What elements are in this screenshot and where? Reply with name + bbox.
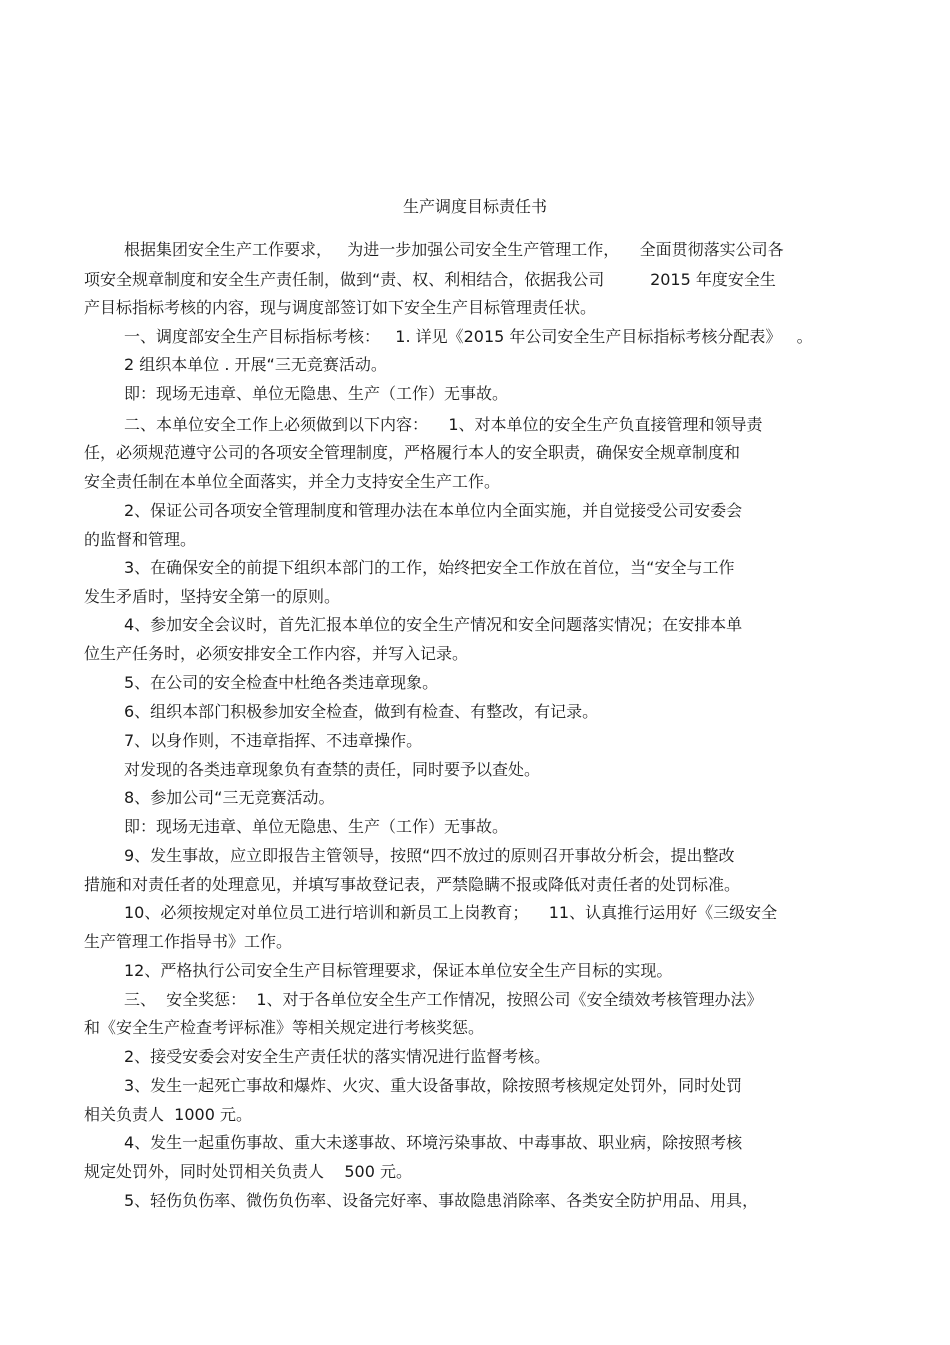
body-line: 安全责任制在本单位全面落实，并全力支持安全生产工作。 bbox=[84, 472, 501, 491]
body-line: 对发现的各类违章现象负有查禁的责任，同时要予以查处。 bbox=[124, 760, 541, 779]
body-line: 2 组织本单位 . 开展“三无竞赛活动。 bbox=[124, 355, 387, 374]
body-line: 7、以身作则，不违章指挥、不违章操作。 bbox=[124, 731, 423, 750]
body-line: 位生产任务时，必须安排安全工作内容，并写入记录。 bbox=[84, 644, 469, 663]
body-line: 5、在公司的安全检查中杜绝各类违章现象。 bbox=[124, 673, 439, 692]
body-line: 12、严格执行公司安全生产目标管理要求，保证本单位安全生产目标的实现。 bbox=[124, 961, 673, 980]
body-line: 5、轻伤负伤率、微伤负伤率、设备完好率、事故隐患消除率、各类安全防护用品、用具， bbox=[124, 1191, 759, 1210]
body-line: 三、 安全奖惩： 1、对于各单位安全生产工作情况，按照公司《安全绩效考核管理办法》 bbox=[124, 990, 763, 1009]
body-line: 和《安全生产检查考评标准》等相关规定进行考核奖惩。 bbox=[84, 1018, 485, 1037]
body-line: 4、发生一起重伤事故、重大未遂事故、环境污染事故、中毒事故、职业病，除按照考核 bbox=[124, 1133, 743, 1152]
body-line: 6、组织本部门积极参加安全检查，做到有检查、有整改，有记录。 bbox=[124, 702, 599, 721]
body-line: 一、调度部安全生产目标指标考核： 1. 详见《2015 年公司安全生产目标指标考核分配表》 。 bbox=[124, 327, 813, 346]
body-line: 3、发生一起死亡事故和爆炸、火灾、重大设备事故，除按照考核规定处罚外，同时处罚 bbox=[124, 1076, 743, 1095]
body-line: 二、本单位安全工作上必须做到以下内容： 1、对本单位的安全生产负直接管理和领导责 bbox=[124, 415, 763, 434]
body-line: 3、在确保安全的前提下组织本部门的工作，始终把安全工作放在首位，当“安全与工作 bbox=[124, 558, 735, 577]
body-line: 10、必须按规定对单位员工进行培训和新员工上岗教育； 11、认真推行运用好《三级安全 bbox=[124, 903, 778, 922]
body-line: 9、发生事故，应立即报告主管领导，按照“四不放过的原则召开事故分析会，提出整改 bbox=[124, 846, 735, 865]
body-line: 发生矛盾时，坚持安全第一的原则。 bbox=[84, 587, 341, 606]
body-line: 根据集团安全生产工作要求， 为进一步加强公司安全生产管理工作， 全面贯彻落实公司各 bbox=[124, 240, 784, 259]
body-line: 项安全规章制度和安全生产责任制，做到“责、权、利相结合，依据我公司 2015 年度安全生 bbox=[84, 270, 776, 289]
body-line: 生产管理工作指导书》工作。 bbox=[84, 932, 293, 951]
body-line: 8、参加公司“三无竞赛活动。 bbox=[124, 788, 335, 807]
body-line: 产目标指标考核的内容，现与调度部签订如下安全生产目标管理责任状。 bbox=[84, 298, 597, 317]
body-line: 相关负责人 1000 元。 bbox=[84, 1105, 252, 1124]
body-line: 的监督和管理。 bbox=[84, 530, 197, 549]
body-line: 2、保证公司各项安全管理制度和管理办法在本单位内全面实施，并自觉接受公司安委会 bbox=[124, 501, 743, 520]
body-line: 即：现场无违章、单位无隐患、生产（工作）无事故。 bbox=[124, 384, 509, 403]
body-line: 2、接受安委会对安全生产责任状的落实情况进行监督考核。 bbox=[124, 1047, 551, 1066]
body-line: 4、参加安全会议时，首先汇报本单位的安全生产情况和安全问题落实情况；在安排本单 bbox=[124, 615, 743, 634]
body-line: 措施和对责任者的处理意见，并填写事故登记表，严禁隐瞒不报或降低对责任者的处罚标准。 bbox=[84, 875, 741, 894]
body-line: 规定处罚外，同时处罚相关负责人 500 元。 bbox=[84, 1162, 412, 1181]
body-line: 任，必须规范遵守公司的各项安全管理制度，严格履行本人的安全职责，确保安全规章制度和 bbox=[84, 443, 741, 462]
body-line: 即：现场无违章、单位无隐患、生产（工作）无事故。 bbox=[124, 817, 509, 836]
document-title: 生产调度目标责任书 bbox=[402, 197, 547, 216]
